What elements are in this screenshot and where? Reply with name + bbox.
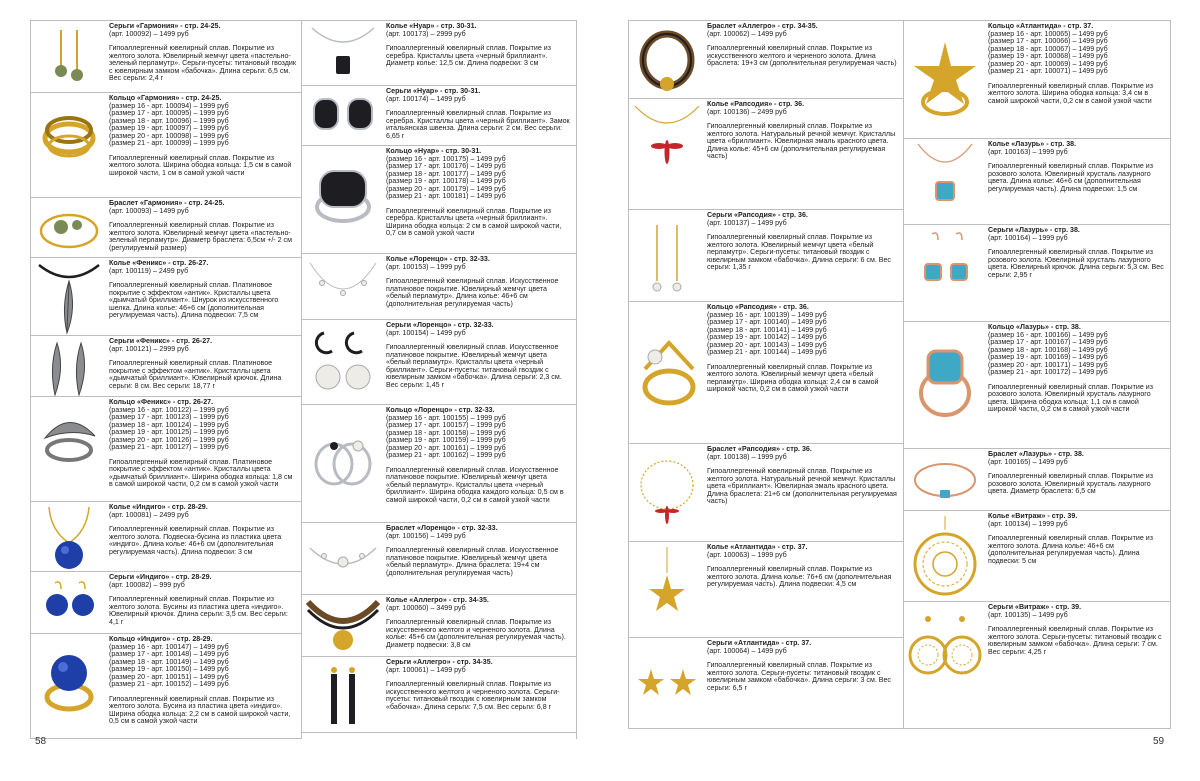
price-line: (арт. 100136) – 2499 руб bbox=[707, 107, 787, 116]
product-entry bbox=[31, 397, 301, 502]
product-entry bbox=[302, 254, 576, 320]
price-line: (арт. 100064) – 1499 руб bbox=[707, 646, 787, 655]
pearl-bracelet-photo bbox=[302, 523, 384, 594]
price-line: (размер 17 - арт. 100167) – 1499 руб bbox=[988, 338, 1108, 346]
price-line: (арт. 100174) – 1499 руб bbox=[386, 94, 466, 103]
black-crystal-ring-photo bbox=[302, 146, 384, 253]
price-line: (арт. 100092) – 1499 руб bbox=[109, 29, 189, 38]
price-line: (размер 21 - арт. 100181) – 1499 руб bbox=[386, 192, 506, 200]
price-line: (размер 21 - арт. 100162) – 1999 руб bbox=[386, 451, 506, 459]
price-line: (размер 19 - арт. 100125) – 1999 руб bbox=[109, 428, 229, 436]
product-description: Гипоаллергенный ювелирный сплав. Покрытие из серебра. Кристаллы цвета «черный бриллиант». Замок итальянская швенза. Длина серьги: 2 см. Вес серьги: 6,65 г bbox=[386, 109, 570, 140]
product-title: Колье «Витраж» - стр. 39. bbox=[988, 512, 1078, 520]
product-text bbox=[384, 254, 576, 319]
price-line: (размер 17 - арт. 100176) – 1499 руб bbox=[386, 162, 506, 170]
price-line: (размер 16 - арт. 100065) – 1499 руб bbox=[988, 29, 1108, 38]
product-description: Гипоаллергенный ювелирный сплав. Покрытие из желтого золота. Серьги-пусеты: титановый гвоздик с ювелирным замком «бабочка». Длина серьги: 7 см. Вес серьги: 4,25 г bbox=[988, 625, 1162, 656]
product-description: Гипоаллергенный ювелирный сплав. Покрытие из розового золота. Ювелирный хрусталь лазурного цвета. Длина колье: 46+6 см (дополнительная регулируемая часть). Длина подвески: 1,5 см bbox=[988, 162, 1153, 193]
product-description: Гипоаллергенный ювелирный сплав. Покрытие из желтого золота. Натуральный речной жемчуг. Кристаллы цвета «бриллиант». Ювелирная эмаль красного цвета. Длина браслета: 21+6 см (дополнительная регулируемая часть) bbox=[707, 467, 897, 505]
product-entry bbox=[31, 634, 301, 739]
product-entry bbox=[629, 302, 903, 444]
product-description: Гипоаллергенный ювелирный сплав. Покрытие из желтого золота. Бусина из пластика цвета «индиго». Ширина ободка кольца: 2,2 см в самой широкой части, 0,5 см в самой узкой части bbox=[109, 694, 291, 725]
price-line: (арт. 100061) – 1499 руб bbox=[386, 665, 466, 674]
product-entry bbox=[629, 99, 903, 210]
price-line: (размер 20 - арт. 100161) – 1999 руб bbox=[386, 443, 506, 452]
price-line: (арт. 100134) – 1999 руб bbox=[988, 519, 1068, 528]
product-text bbox=[705, 542, 903, 637]
turquoise-pendant-photo bbox=[904, 139, 986, 224]
product-text bbox=[705, 444, 903, 541]
product-description: Гипоаллергенный ювелирный сплав. Искусственное платиновое покрытие. Ювелирный жемчуг цвета «белый перламутр». Длина колье: 46+6 см (дополнительная регулируемая часть) bbox=[386, 277, 559, 308]
product-title: Кольцо «Лазурь» - стр. 38. bbox=[988, 323, 1081, 331]
product-entry bbox=[302, 320, 576, 405]
product-entry bbox=[904, 225, 1170, 322]
price-line: (размер 18 - арт. 100141) – 1499 руб bbox=[707, 325, 827, 334]
black-pendant-photo bbox=[302, 21, 384, 85]
page-number: 58 bbox=[35, 736, 47, 747]
product-entry bbox=[302, 595, 576, 657]
price-line: (размер 16 - арт. 100155) – 1999 руб bbox=[386, 413, 506, 422]
product-description: Гипоаллергенный ювелирный сплав. Покрытие из желтого золота. Длина колье: 46+6 см (дополнительная регулируемая часть). Длина подвески: 5 см bbox=[988, 534, 1153, 565]
product-title: Браслет «Лоренцо» - стр. 32-33. bbox=[386, 524, 498, 532]
price-line: (размер 19 - арт. 100150) – 1499 руб bbox=[109, 665, 229, 673]
price-line: (размер 17 - арт. 100140) – 1499 руб bbox=[707, 318, 827, 326]
product-description: Гипоаллергенный ювелирный сплав. Искусственное платиновое покрытие. Ювелирный жемчуг цвета «белый перламутр». Кристаллы цвета «черный бриллиант». Серьги-пусеты: титановый гвоздик с ювелирным замком «бабочка». Длина серьги: 2,3 см. Вес серьги: 1,45 г bbox=[386, 343, 562, 389]
price-line: (арт. 100063) – 1999 руб bbox=[707, 550, 787, 559]
feather-earrings-photo bbox=[31, 336, 107, 396]
price-line: (арт. 100093) – 1499 руб bbox=[109, 206, 189, 215]
product-description: Гипоаллергенный ювелирный сплав. Платиновое покрытие с эффектом «антик». Кристаллы цвета «дымчатый бриллиант». Ширина ободка кольца: 1,8 см в самой широкой части, 0,2 см в самой узкой части bbox=[109, 457, 293, 488]
product-title: Серьги «Аллегро» - стр. 34-35. bbox=[386, 658, 493, 666]
product-title: Серьги «Гармония» - стр. 24-25. bbox=[109, 22, 221, 30]
product-entry bbox=[629, 542, 903, 638]
product-title: Кольцо «Гармония» - стр. 24-25. bbox=[109, 94, 222, 102]
price-line: (размер 18 - арт. 100168) – 1499 руб bbox=[988, 345, 1108, 354]
black-cuff-earrings-photo bbox=[302, 86, 384, 145]
price-line: (арт. 100137) – 1499 руб bbox=[707, 218, 787, 227]
product-text bbox=[107, 93, 301, 197]
price-line: (размер 17 - арт. 100066) – 1499 руб bbox=[988, 37, 1108, 45]
product-table-left bbox=[30, 20, 577, 739]
product-entry bbox=[629, 210, 903, 302]
price-line: (размер 21 - арт. 100071) – 1499 руб bbox=[988, 67, 1108, 75]
product-text bbox=[986, 511, 1170, 601]
product-title: Браслет «Рапсодия» - стр. 36. bbox=[707, 445, 812, 453]
price-line: (размер 18 - арт. 100096) – 1999 руб bbox=[109, 116, 229, 125]
price-line: (размер 21 - арт. 100152) – 1499 руб bbox=[109, 680, 229, 688]
product-title: Кольцо «Нуар» - стр. 30-31. bbox=[386, 147, 482, 155]
product-text bbox=[107, 634, 301, 738]
product-title: Колье «Аллегро» - стр. 34-35. bbox=[386, 596, 489, 604]
price-line: (арт. 100135) – 1499 руб bbox=[988, 610, 1068, 619]
price-line: (размер 20 - арт. 100143) – 1499 руб bbox=[707, 340, 827, 349]
price-line: (арт. 100173) – 2999 руб bbox=[386, 29, 466, 38]
product-description: Гипоаллергенный ювелирный сплав. Покрытие из желтого золота. Подвеска-бусина из пластика цвета «индиго». Длина колье: 46+6 см (дополнительная регулируемая часть). Длина подвески: 3 см bbox=[109, 525, 282, 556]
pearl-necklace-photo bbox=[302, 254, 384, 319]
product-title: Колье «Рапсодия» - стр. 36. bbox=[707, 100, 805, 108]
price-line: (размер 18 - арт. 100177) – 1499 руб bbox=[386, 169, 506, 178]
price-line: (размер 20 - арт. 100126) – 1999 руб bbox=[109, 435, 229, 444]
price-line: (арт. 100156) – 1499 руб bbox=[386, 531, 466, 540]
product-entry bbox=[904, 322, 1170, 449]
product-text bbox=[107, 572, 301, 633]
blue-ball-ring-photo bbox=[31, 634, 107, 738]
product-title: Колье «Атлантида» - стр. 37. bbox=[707, 543, 808, 551]
price-line: (размер 17 - арт. 100157) – 1999 руб bbox=[386, 421, 506, 429]
product-description: Гипоаллергенный ювелирный сплав. Покрытие из желтого золота. Ширина ободка кольца: 1,5 см в самой широкой части, 1 см в самой узкой части bbox=[109, 153, 292, 177]
product-title: Серьги «Лоренцо» - стр. 32-33. bbox=[386, 321, 494, 329]
product-title: Колье «Феникс» - стр. 26-27. bbox=[109, 259, 209, 267]
price-line: (размер 17 - арт. 100148) – 1499 руб bbox=[109, 650, 229, 658]
product-title: Серьги «Индиго» - стр. 28-29. bbox=[109, 573, 212, 581]
product-description: Гипоаллергенный ювелирный сплав. Покрытие из желтого золота. Ювелирный жемчуг цвета «белый перламутр». Ширина ободка кольца: 2,4 см в самой широкой части, 0,2 см в самой узкой части bbox=[707, 362, 879, 393]
price-line: (размер 20 - арт. 100069) – 1499 руб bbox=[988, 59, 1108, 68]
price-line: (арт. 100119) – 2499 руб bbox=[109, 266, 189, 275]
product-text bbox=[384, 657, 576, 732]
price-line: (размер 20 - арт. 100098) – 1999 руб bbox=[109, 131, 229, 140]
price-line: (арт. 100062) – 1499 руб bbox=[707, 29, 787, 38]
product-column bbox=[903, 21, 1171, 729]
product-description: Гипоаллергенный ювелирный сплав. Покрытие из серебра. Кристаллы цвета «черный бриллиант». Ширина ободка кольца: 2 см в самой широкой части, 0,7 см в самой узкой части bbox=[386, 206, 562, 237]
product-entry bbox=[629, 444, 903, 542]
price-line: (арт. 100081) – 2499 руб bbox=[109, 510, 189, 519]
price-line: (размер 16 - арт. 100122) – 1999 руб bbox=[109, 405, 229, 414]
product-description: Гипоаллергенный ювелирный сплав. Покрытие из желтого золота. Натуральный речной жемчуг. Кристаллы цвета «бриллиант». Ювелирная эмаль красного цвета. Длина колье: 45+6 см (дополнительная регулируемая часть) bbox=[707, 122, 896, 160]
price-line: (размер 18 - арт. 100158) – 1999 руб bbox=[386, 428, 506, 437]
price-line: (арт. 100121) – 2999 руб bbox=[109, 344, 189, 353]
product-description: Гипоаллергенный ювелирный сплав. Покрытие из желтого золота. Ювелирный жемчуг цвета «пастельно-зеленый перламутр». Диаметр браслета: 6,5см +/- 2 см (регулируемый размер) bbox=[109, 221, 292, 252]
product-description: Гипоаллергенный ювелирный сплав. Покрытие из искусственного желтого и черненого золота. Длина браслета: 19+3 см (дополнительная регулируемая часть) bbox=[707, 44, 897, 67]
product-entry bbox=[302, 146, 576, 254]
product-text bbox=[705, 638, 903, 728]
product-title: Колье «Индиго» - стр. 28-29. bbox=[109, 503, 208, 511]
product-entry bbox=[904, 139, 1170, 225]
product-title: Браслет «Гармония» - стр. 24-25. bbox=[109, 199, 225, 207]
price-line: (размер 16 - арт. 100175) – 1499 руб bbox=[386, 154, 506, 163]
product-text bbox=[705, 210, 903, 301]
product-text bbox=[107, 21, 301, 92]
product-title: Серьги «Рапсодия» - стр. 36. bbox=[707, 211, 808, 219]
price-line: (размер 20 - арт. 100171) – 1499 руб bbox=[988, 360, 1108, 369]
product-text bbox=[986, 139, 1170, 224]
product-title: Браслет «Лазурь» - стр. 38. bbox=[988, 450, 1084, 458]
product-text bbox=[107, 336, 301, 396]
product-description: Гипоаллергенный ювелирный сплав. Искусственное платиновое покрытие. Ювелирный жемчуг цвета «белый перламутр». Кристаллы цвета «черный бриллиант». Ширина ободка каждого кольца: 0,5 см в самой широкой части, 0,2 см в самой узкой части bbox=[386, 465, 564, 504]
black-tassel-earrings-photo bbox=[302, 657, 384, 732]
product-text bbox=[384, 405, 576, 522]
feather-pendant-photo bbox=[31, 258, 107, 335]
product-column bbox=[301, 21, 577, 739]
product-text bbox=[107, 258, 301, 335]
product-entry bbox=[629, 21, 903, 99]
black-gold-bracelet-photo bbox=[629, 21, 705, 98]
product-title: Серьги «Лазурь» - стр. 38. bbox=[988, 226, 1080, 234]
product-description: Гипоаллергенный ювелирный сплав. Покрытие из серебра. Кристаллы цвета «черный бриллиант». Диаметр колье: 12,5 см. Длина подвески: 3 см bbox=[386, 44, 551, 67]
product-title: Колье «Лазурь» - стр. 38. bbox=[988, 140, 1077, 148]
starfish-earrings-photo bbox=[629, 638, 705, 728]
product-description: Гипоаллергенный ювелирный сплав. Платиновое покрытие с эффектом «антик». Кристаллы цвета «дымчатый бриллиант». Шнурок из искусственного шелка. Длина колье: 46+6 см (дополнительная регулируемая часть). Длина подвески: 7,5 см bbox=[109, 281, 279, 319]
pearl-stack-rings-photo bbox=[302, 405, 384, 522]
price-line: (размер 17 - арт. 100123) – 1999 руб bbox=[109, 413, 229, 421]
product-title: Кольцо «Феникс» - стр. 26-27. bbox=[109, 398, 214, 406]
product-column bbox=[30, 21, 301, 739]
product-entry bbox=[302, 86, 576, 146]
product-title: Браслет «Аллегро» - стр. 34-35. bbox=[707, 22, 818, 30]
price-line: (размер 16 - арт. 100147) – 1499 руб bbox=[109, 642, 229, 651]
price-line: (размер 19 - арт. 100142) – 1499 руб bbox=[707, 333, 827, 341]
product-text bbox=[705, 99, 903, 209]
dragonfly-bracelet-photo bbox=[629, 444, 705, 541]
price-line: (размер 19 - арт. 100068) – 1499 руб bbox=[988, 52, 1108, 60]
pearl-hoop-earrings-photo bbox=[302, 320, 384, 404]
price-line: (арт. 100165) – 1499 руб bbox=[988, 457, 1068, 466]
product-text bbox=[986, 225, 1170, 321]
gold-wrap-ring-photo bbox=[31, 93, 107, 197]
price-line: (размер 18 - арт. 100124) – 1999 руб bbox=[109, 420, 229, 429]
product-description: Гипоаллергенный ювелирный сплав. Покрытие из желтого золота. Ювелирный жемчуг цвета «белый перламутр». Серьги-пусеты: титановый гвоздик с ювелирным замком «бабочка». Длина серьги: 6 см. Вес серьги: 1,35 г bbox=[707, 233, 891, 271]
filigree-earrings-photo bbox=[904, 602, 986, 728]
product-column bbox=[628, 21, 903, 729]
product-entry bbox=[904, 511, 1170, 602]
product-text bbox=[384, 523, 576, 594]
product-text bbox=[986, 602, 1170, 728]
price-line: (размер 21 - арт. 100099) – 1999 руб bbox=[109, 139, 229, 147]
price-line: (размер 16 - арт. 100139) – 1499 руб bbox=[707, 310, 827, 319]
product-entry bbox=[31, 502, 301, 572]
price-line: (размер 21 - арт. 100127) – 1999 руб bbox=[109, 443, 229, 451]
product-title: Кольцо «Индиго» - стр. 28-29. bbox=[109, 635, 213, 643]
price-line: (арт. 100060) – 3499 руб bbox=[386, 603, 466, 612]
product-entry bbox=[904, 602, 1170, 729]
product-text bbox=[107, 198, 301, 257]
product-description: Гипоаллергенный ювелирный сплав. Покрытие из желтого золота. Бусины из пластика цвета «индиго». Ювелирный крючок. Длина серьги: 3,5 см. Вес серьги: 4,1 г bbox=[109, 595, 288, 626]
product-text bbox=[384, 595, 576, 656]
price-line: (размер 20 - арт. 100151) – 1499 руб bbox=[109, 672, 229, 681]
price-line: (арт. 100163) – 1999 руб bbox=[988, 147, 1068, 156]
product-description: Гипоаллергенный ювелирный сплав. Покрытие из желтого золота. Длина колье: 76+6 см (дополнительная регулируемая часть). Длина подвески: 4,5 см bbox=[707, 565, 892, 588]
blue-bead-necklace-photo bbox=[31, 502, 107, 571]
turquoise-ring-photo bbox=[904, 322, 986, 448]
price-line: (размер 19 - арт. 100159) – 1999 руб bbox=[386, 436, 506, 444]
product-entry bbox=[904, 449, 1170, 511]
pearl-drop-earrings-photo bbox=[629, 210, 705, 301]
price-line: (размер 18 - арт. 100067) – 1499 руб bbox=[988, 44, 1108, 53]
product-text bbox=[705, 21, 903, 98]
product-title: Серьги «Феникс» - стр. 26-27. bbox=[109, 337, 213, 345]
product-description: Гипоаллергенный ювелирный сплав. Покрытие из розового золота. Ювелирный хрусталь лазурного цвета. Ширина ободка кольца: 1,1 см в самой широкой части, 0,2 см в самой узкой части bbox=[988, 382, 1153, 413]
product-text bbox=[705, 302, 903, 443]
price-line: (размер 17 - арт. 100095) – 1999 руб bbox=[109, 109, 229, 117]
gold-pearl-ring-photo bbox=[629, 302, 705, 443]
starfish-ring-photo bbox=[904, 21, 986, 138]
product-title: Колье «Нуар» - стр. 30-31. bbox=[386, 22, 477, 30]
price-line: (размер 20 - арт. 100179) – 1499 руб bbox=[386, 184, 506, 193]
turquoise-earrings-photo bbox=[904, 225, 986, 321]
product-title: Колье «Лоренцо» - стр. 32-33. bbox=[386, 255, 490, 263]
product-description: Гипоаллергенный ювелирный сплав. Покрытие из искусственного желтого и черненого золота. Длина колье: 45+6 см (дополнительная регулируемая часть). Диаметр подвески: 3,8 см bbox=[386, 618, 566, 649]
product-text bbox=[384, 320, 576, 404]
price-line: (размер 18 - арт. 100149) – 1499 руб bbox=[109, 657, 229, 666]
blue-ball-earrings-photo bbox=[31, 572, 107, 633]
product-entry bbox=[302, 405, 576, 523]
price-line: (арт. 100082) – 999 руб bbox=[109, 580, 185, 589]
price-line: (арт. 100164) – 1999 руб bbox=[988, 233, 1068, 242]
product-entry bbox=[31, 336, 301, 397]
dragonfly-necklace-photo bbox=[629, 99, 705, 209]
product-text bbox=[107, 502, 301, 571]
page-number: 59 bbox=[1153, 736, 1165, 747]
product-title: Кольцо «Рапсодия» - стр. 36. bbox=[707, 303, 809, 311]
price-line: (арт. 100138) – 1999 руб bbox=[707, 452, 787, 461]
product-text bbox=[384, 146, 576, 253]
product-title: Серьги «Атлантида» - стр. 37. bbox=[707, 639, 812, 647]
product-title: Серьги «Нуар» - стр. 30-31. bbox=[386, 87, 481, 95]
product-entry bbox=[302, 657, 576, 733]
product-entry bbox=[31, 572, 301, 634]
product-entry bbox=[302, 523, 576, 595]
product-table-right bbox=[628, 20, 1171, 729]
product-text bbox=[384, 86, 576, 145]
product-description: Гипоаллергенный ювелирный сплав. Покрытие из розового золота. Ювелирный хрусталь лазурного цвета. Диаметр браслета: 6,5 см bbox=[988, 472, 1153, 495]
gold-bangle-photo bbox=[31, 198, 107, 257]
product-text bbox=[986, 21, 1170, 138]
price-line: (размер 16 - арт. 100166) – 1499 руб bbox=[988, 330, 1108, 339]
multistrand-necklace-photo bbox=[302, 595, 384, 656]
product-entry bbox=[31, 258, 301, 336]
price-line: (размер 19 - арт. 100169) – 1499 руб bbox=[988, 353, 1108, 361]
product-title: Кольцо «Атлантида» - стр. 37. bbox=[988, 22, 1094, 30]
gold-drop-earrings-photo bbox=[31, 21, 107, 92]
product-entry bbox=[904, 21, 1170, 139]
price-line: (арт. 100154) – 1499 руб bbox=[386, 328, 466, 337]
price-line: (размер 19 - арт. 100178) – 1499 руб bbox=[386, 177, 506, 185]
product-description: Гипоаллергенный ювелирный сплав. Покрытие из желтого золота. Ширина ободка кольца: 3,4 см в самой широкой части, 0,2 см в самой узкой части bbox=[988, 81, 1153, 105]
product-description: Гипоаллергенный ювелирный сплав. Искусственное платиновое покрытие. Ювелирный жемчуг цвета «белый перламутр». Длина браслета: 19+4 см (дополнительная регулируемая часть) bbox=[386, 546, 559, 577]
product-entry bbox=[629, 638, 903, 729]
product-title: Серьги «Витраж» - стр. 39. bbox=[988, 603, 1082, 611]
product-description: Гипоаллергенный ювелирный сплав. Покрытие из желтого золота. Серьги-пусеты: титановый гвоздик с ювелирным замком «бабочка». Длина серьги: 3 см. Вес серьги: 6,5 г bbox=[707, 661, 891, 692]
price-line: (размер 16 - арт. 100094) – 1999 руб bbox=[109, 101, 229, 110]
product-description: Гипоаллергенный ювелирный сплав. Покрытие из розового золота. Ювелирный хрусталь лазурного цвета. Ювелирный крючок. Длина серьги: 5,3 см. Вес серьги: 2,95 г bbox=[988, 248, 1164, 279]
turquoise-bangle-photo bbox=[904, 449, 986, 510]
product-description: Гипоаллергенный ювелирный сплав. Покрытие из желтого золота. Ювелирный жемчуг цвета «пастельно-зеленый перламутр». Серьги-пусеты: титановый гвоздик с ювелирным замком «бабочка». Длина серьги: 6,5 см. Вес серьги: 2,4 г bbox=[109, 44, 296, 82]
price-line: (размер 19 - арт. 100097) – 1999 руб bbox=[109, 124, 229, 132]
starfish-pendant-photo bbox=[629, 542, 705, 637]
product-entry bbox=[31, 21, 301, 93]
product-entry bbox=[302, 21, 576, 86]
product-text bbox=[107, 397, 301, 501]
price-line: (арт. 100153) – 1999 руб bbox=[386, 262, 466, 271]
product-title: Кольцо «Лоренцо» - стр. 32-33. bbox=[386, 406, 495, 414]
product-text bbox=[384, 21, 576, 85]
feather-ring-photo bbox=[31, 397, 107, 501]
filigree-pendant-photo bbox=[904, 511, 986, 601]
product-entry bbox=[31, 93, 301, 198]
product-text bbox=[986, 449, 1170, 510]
product-description: Гипоаллергенный ювелирный сплав. Платиновое покрытие с эффектом «антик». Кристаллы цвета «дымчатый бриллиант». Ювелирный крючок. Длина серьги: 8 см. Вес серьги: 18,77 г bbox=[109, 359, 282, 390]
catalog-page-right bbox=[600, 0, 1200, 781]
product-description: Гипоаллергенный ювелирный сплав. Покрытие из искусственного желтого и черненого золота. Серьги-пусеты: титановый гвоздик с ювелирным замком «бабочка». Длина серьги: 7,5 см. Вес серьги: 6,8 г bbox=[386, 680, 560, 711]
price-line: (размер 21 - арт. 100172) – 1499 руб bbox=[988, 368, 1108, 376]
price-line: (размер 21 - арт. 100144) – 1499 руб bbox=[707, 348, 827, 356]
product-text bbox=[986, 322, 1170, 448]
product-entry bbox=[31, 198, 301, 258]
